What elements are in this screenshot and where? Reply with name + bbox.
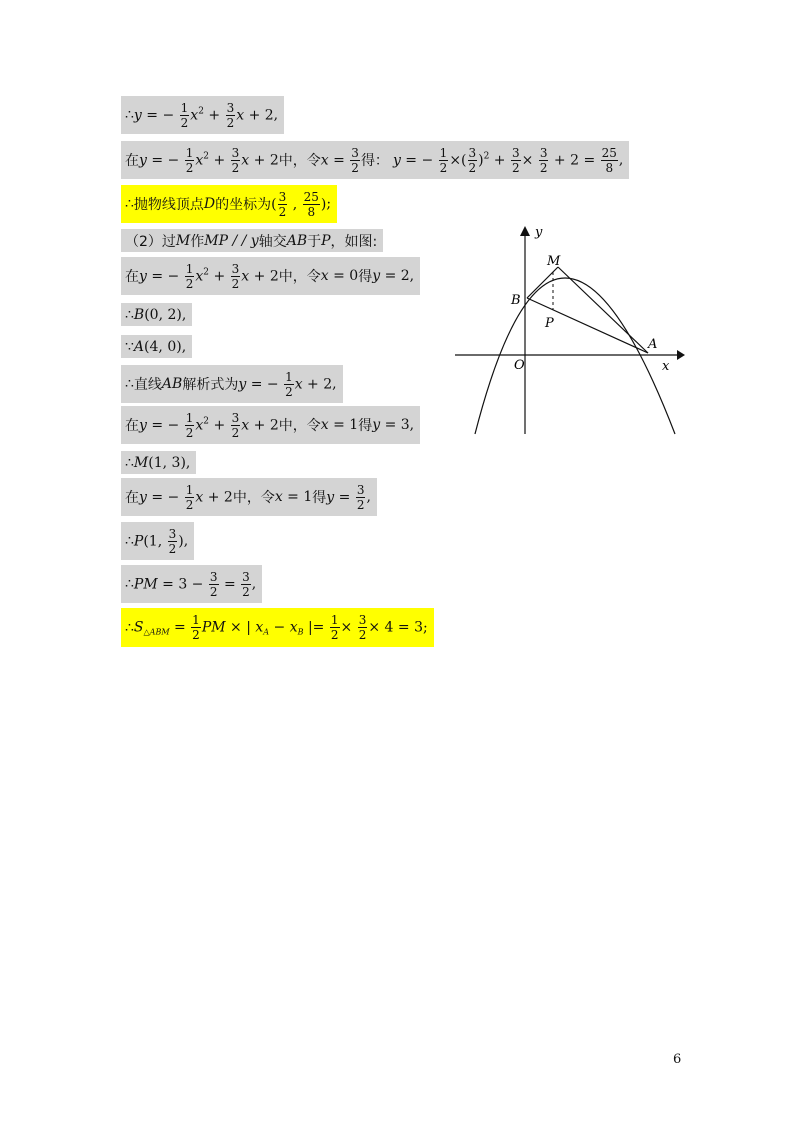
- point-P-label: P: [545, 316, 554, 331]
- y-axis-label: y: [535, 225, 543, 240]
- solution-line-6: ∴ B(0, 2) ,: [121, 303, 192, 326]
- solution-line-10: ∴ M(1, 3) ,: [121, 451, 196, 474]
- x-axis-label: x: [662, 359, 670, 374]
- y-axis-arrow-icon: [520, 226, 530, 236]
- point-B-label: B: [511, 293, 521, 308]
- parabola-equation: y = − $\frac{1}{2}$ $x^2$ + $\frac{3}{2}$ x + 2: [139, 145, 279, 175]
- area-formula: $S_{\triangle ABM}$ = $\frac{1}{2}$ PM × | $x_A - x_B$ |= $\frac{1}{2}$ × $\frac{3}{2}$ × 4 = 3: [133, 613, 423, 642]
- vertex-calc: y = − $\frac{1}{2}$ ×( $\frac{3}{2}$ )$^2$ + $\frac{3}{2}$ × $\frac{3}{2}$ + 2 = $\frac{25}{8}$: [392, 145, 617, 175]
- solution-line-9: 在 y = − $\frac{1}{2}$ $x^2$ + $\frac{3}{2}$ x + 2 中，令 x = 1 得 y = 3 ,: [121, 406, 420, 444]
- solution-line-2: 在 y = − $\frac{1}{2}$ $x^2$ + $\frac{3}{2}$ x + 2 中，令 x = $\frac{3}{2}$ 得： y = − $\frac{1}{2}$ ×( $\frac{3}{2}$ )$^2$ + $\frac{3}{2}$ × $\frac{3}{2}$ + 2 = $\frac{25}{8}$ ,: [121, 141, 629, 179]
- point-A-label: A: [648, 337, 658, 352]
- solution-line-12: ∴ P(1, $\frac{3}{2}$ ) ,: [121, 522, 194, 560]
- origin-label: O: [514, 358, 525, 373]
- solution-line-13: ∴ PM = 3 − $\frac{3}{2}$ = $\frac{3}{2}$ ,: [121, 565, 262, 603]
- solution-line-1: ∴ y = − $\frac{1}{2}$ $x^2$ + $\frac{3}{2}$ x + 2 ,: [121, 96, 284, 134]
- parabola-curve: [475, 278, 675, 434]
- x-axis-arrow-icon: [677, 350, 685, 360]
- page-number: 6: [673, 1052, 682, 1067]
- solution-line-4: （2）过 M 作 MP / / y 轴交 AB 于 P ，如图:: [121, 229, 383, 252]
- segment-BM: [527, 267, 558, 298]
- solution-line-8: ∴ 直线 AB 解析式为 y = − $\frac{1}{2}$ x + 2 ,: [121, 365, 343, 403]
- solution-line-5: 在 y = − $\frac{1}{2}$ $x^2$ + $\frac{3}{2}$ x + 2 中，令 x = 0 得 y = 2 ,: [121, 257, 420, 295]
- line-prefix: ∴: [125, 107, 134, 123]
- segment-MA: [558, 267, 648, 353]
- vertex-coords: ( $\frac{3}{2}$ , $\frac{25}{8}$ ): [271, 189, 327, 219]
- solution-line-7: ∵ A(4, 0) ,: [121, 335, 192, 358]
- point-M-label: M: [547, 254, 561, 269]
- solution-line-14: ∴ $S_{\triangle ABM}$ = $\frac{1}{2}$ PM × | $x_A - x_B$ |= $\frac{1}{2}$ × $\frac{3}{2}$ × 4 = 3 ;: [121, 608, 434, 647]
- parabola-equation: y = − $\frac{1}{2}$ $x^2$ + $\frac{3}{2}$ x + 2: [133, 100, 274, 130]
- solution-line-3: ∴ 抛物线顶点 D 的坐标为 ( $\frac{3}{2}$ , $\frac{25}{8}$ ) ;: [121, 185, 337, 223]
- parabola-figure: [455, 222, 685, 437]
- condition: x = $\frac{3}{2}$: [320, 145, 359, 175]
- solution-line-11: 在 y = − $\frac{1}{2}$ x + 2 中，令 x = 1 得 y = $\frac{3}{2}$ ,: [121, 478, 377, 516]
